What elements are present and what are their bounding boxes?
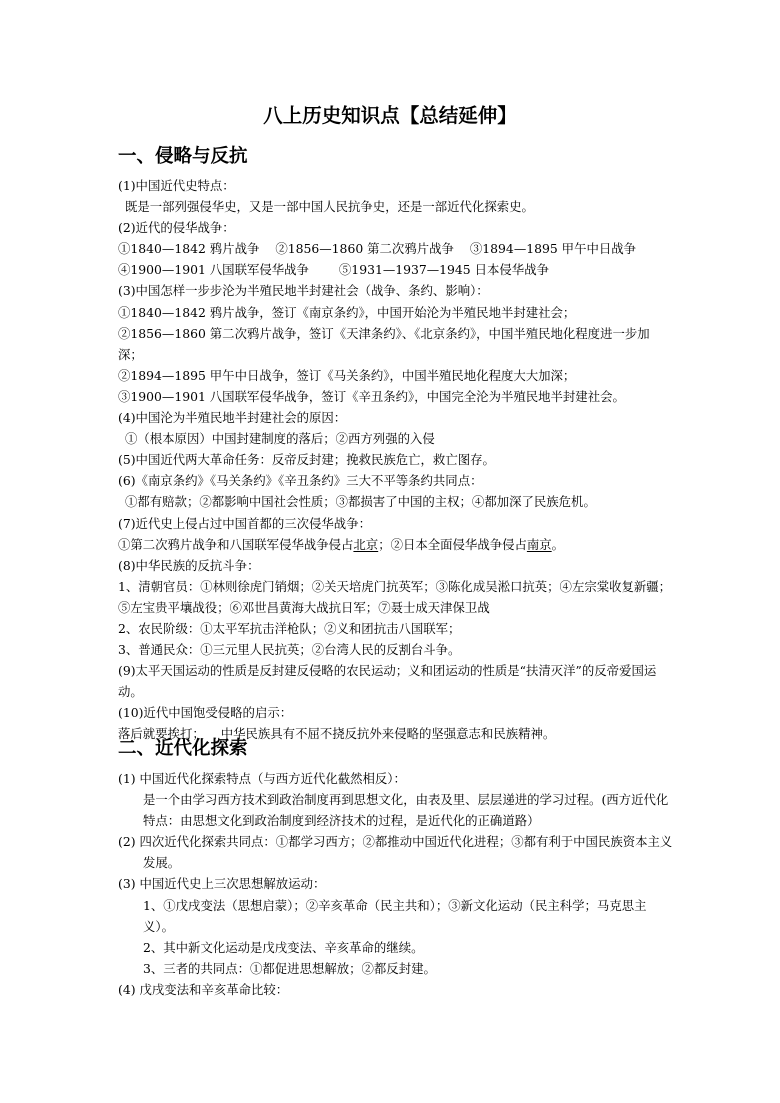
- paragraph: 2、其中新文化运动是戊戌变法、辛亥革命的继续。: [143, 939, 424, 955]
- paragraph: 2、农民阶级：①太平军抗击洋枪队；②义和团抗击八国联军；: [118, 620, 461, 636]
- text-run: 落后就要挨打；: [118, 726, 205, 742]
- paragraph: 是一个由学习西方技术到政治制度再到思想文化，由表及里、层层递进的学习过程。(西方近代化特点：由思想文化到政治制度到经济技术的过程，是近代化的正确道路）: [143, 792, 669, 829]
- paragraph: (7)近代史上侵占过中国首都的三次侵华战争：: [118, 515, 371, 531]
- war-item: ②1856—1860 第二次鸦片战争: [275, 241, 454, 257]
- paragraph: (1)中国近代史特点：: [118, 178, 235, 193]
- paragraph: ①（根本原因）中国封建制度的落后；②西方列强的入侵: [125, 431, 435, 447]
- war-item: ③1894—1895 甲午中日战争: [469, 241, 637, 257]
- paragraph: 既是一部列强侵华史，又是一部中国人民抗争史，还是一部近代化探索史。: [125, 199, 534, 215]
- underlined-place: 南京: [526, 536, 552, 552]
- paragraph: 3、三者的共同点：①都促进思想解放；②都反封建。: [143, 960, 436, 976]
- text-run: ①第二次鸦片战争和八国联军侵华战争侵占: [118, 536, 354, 552]
- text-run: 。: [551, 536, 565, 552]
- paragraph: (4)中国沦为半殖民地半封建社会的原因：: [118, 410, 347, 426]
- paragraph: ③1900—1901 八国联军侵华战争，签订《辛丑条约》，中国完全沦为半殖民地半封建社会。: [118, 388, 625, 404]
- war-item: ④1900—1901 八国联军侵华战争: [118, 262, 309, 278]
- paragraph: ①都有赔款；②都影响中国社会性质；③都损害了中国的主权；④都加深了民族危机。: [125, 494, 596, 510]
- paragraph: ②1856—1860 第二次鸦片战争，签订《天津条约》、《北京条约》，中国半殖民地化程度进一步加深；: [118, 325, 650, 362]
- paragraph: (1) 中国近代化探索特点（与西方近代化截然相反）：: [118, 771, 406, 786]
- paragraph: [118, 534, 674, 555]
- page-title: 八上历史知识点【总结延伸】: [263, 104, 517, 127]
- paragraph: 1、①戊戌变法（思想启蒙）；②辛亥革命（民主共和）；③新文化运动（民主科学；马克思主义）。: [143, 897, 647, 934]
- paragraph: ①1840—1842 鸦片战争，签订《南京条约》，中国开始沦为半殖民地半封建社会；: [118, 304, 576, 320]
- paragraph: (9)太平天国运动的性质是反封建反侵略的农民运动；义和团运动的性质是“扶清灭洋”的反帝爱国运动。: [118, 663, 657, 700]
- section-body-modernization: [118, 768, 674, 1000]
- paragraph: (4) 戊戌变法和辛亥革命比较：: [118, 981, 289, 997]
- war-list-row: [118, 259, 674, 280]
- paragraph: (3) 中国近代史上三次思想解放运动：: [118, 876, 326, 892]
- paragraph: 1、清朝官员：①林则徐虎门销烟；②关天培虎门抗英军；③陈化成吴淞口抗英；④左宗棠收复新疆；⑤左宝贵平壤战役；⑥邓世昌黄海大战抗日军；⑦聂士成天津保卫战: [118, 578, 672, 615]
- war-list-row: [118, 238, 674, 259]
- paragraph: (2)近代的侵华战争：: [118, 220, 235, 236]
- paragraph: 3、普通民众：①三元里人民抗英；②台湾人民的反割台斗争。: [118, 642, 461, 658]
- paragraph: (6)《南京条约》《马关条约》《辛丑条约》三大不平等条约共同点：: [118, 473, 483, 489]
- war-item: ⑤1931—1937—1945 日本侵华战争: [338, 262, 549, 278]
- paragraph: (3)中国怎样一步步沦为半殖民地半封建社会（战争、条约、影响）：: [118, 283, 489, 299]
- text-run: 中华民族具有不屈不挠反抗外来侵略的坚强意志和民族精神。: [220, 726, 556, 742]
- section-body-invasion: [118, 175, 674, 745]
- underlined-place: 北京: [353, 536, 379, 552]
- paragraph: ②1894—1895 甲午中日战争，签订《马关条约》，中国半殖民地化程度大大加深；: [118, 367, 576, 383]
- section-heading-invasion: 一、侵略与反抗: [118, 146, 248, 167]
- paragraph: (2) 四次近代化探索共同点：①都学习西方；②都推动中国近代化进程；③都有利于中国民族资本主义发展。: [118, 834, 673, 871]
- paragraph: (5)中国近代两大革命任务：反帝反封建；挽救民族危亡，救亡图存。: [118, 452, 495, 468]
- text-run: ；②日本全面侵华战争侵占: [378, 536, 527, 552]
- paragraph: (10)近代中国饱受侵略的启示：: [118, 705, 293, 721]
- war-item: ①1840—1842 鸦片战争: [118, 241, 260, 257]
- paragraph: (8)中华民族的反抗斗争：: [118, 557, 260, 573]
- section-heading-modernization: 二、近代化探索: [118, 738, 248, 759]
